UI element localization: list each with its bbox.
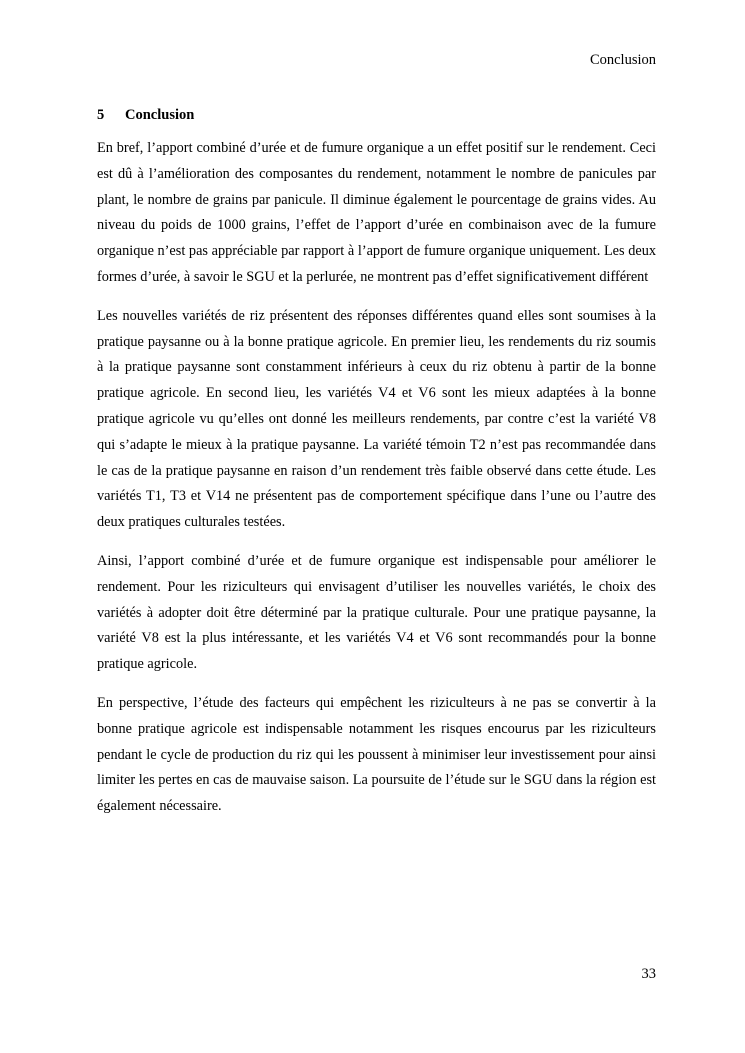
paragraph: Ainsi, l’apport combiné d’urée et de fumure organique est indispensable pour améliorer le rendement. Pour les riziculteurs qui envisagent d’utiliser les nouvelles variétés, le choix des variétés à adopter doit être déterminé par la pratique culturale. Pour une pratique paysanne, la variété V8 est la plus intéressante, et les variétés V4 et V6 sont recommandés pour la bonne pratique agricole. — [97, 552, 656, 673]
paragraph: En bref, l’apport combiné d’urée et de fumure organique a un effet positif sur le rendement. Ceci est dû à l’amélioration des composantes du rendement, notamment le nombre de panicules par plant, le nombre de grains par panicule. Il diminue également le pourcentage de grains vides. Au niveau du poids de 1000 grains, l’effet de l’apport d’urée en combinaison avec de la fumure organique n’est pas appréciable par rapport à l’apport de fumure organique uniquement. Les deux formes d’urée, à savoir le SGU et la perlurée, ne montrent pas d’effet significativement différent — [97, 140, 656, 285]
running-header: Conclusion — [589, 52, 656, 68]
section-heading — [97, 105, 194, 125]
page-number: 33 — [641, 966, 656, 982]
paragraph: Les nouvelles variétés de riz présentent des réponses différentes quand elles sont soumises à la pratique paysanne ou à la bonne pratique agricole. En premier lieu, les rendements du riz soumis à la pratique paysanne sont constamment inférieurs à ceux du riz obtenu à partir de la bonne pratique agricole. En second lieu, les variétés V4 et V6 sont les mieux adaptées à la bonne pratique agricole vu qu’elles ont donné les meilleurs rendements, par contre c’est la variété V8 qui s’adapte le mieux à la pratique paysanne. La variété témoin T2 n’est pas recommandée dans le cas de la pratique paysanne en raison d’un rendement très faible observé dans cette étude. Les variétés T1, T3 et V14 ne présentent pas de comportement spécifique dans l’une ou l’autre des deux pratiques culturales testées. — [97, 307, 656, 531]
section-title: Conclusion — [125, 107, 195, 123]
body-text — [97, 136, 656, 833]
section-number: 5 — [97, 107, 105, 123]
paragraph: En perspective, l’étude des facteurs qui empêchent les riziculteurs à ne pas se convertir à la bonne pratique agricole est indispensable notamment les risques encourus par les riziculteurs pendant le cycle de production du riz qui les poussent à minimiser leur investissement pour ainsi limiter les pertes en cas de mauvaise saison. La poursuite de l’étude sur le SGU dans la région est également nécessaire. — [97, 694, 656, 815]
